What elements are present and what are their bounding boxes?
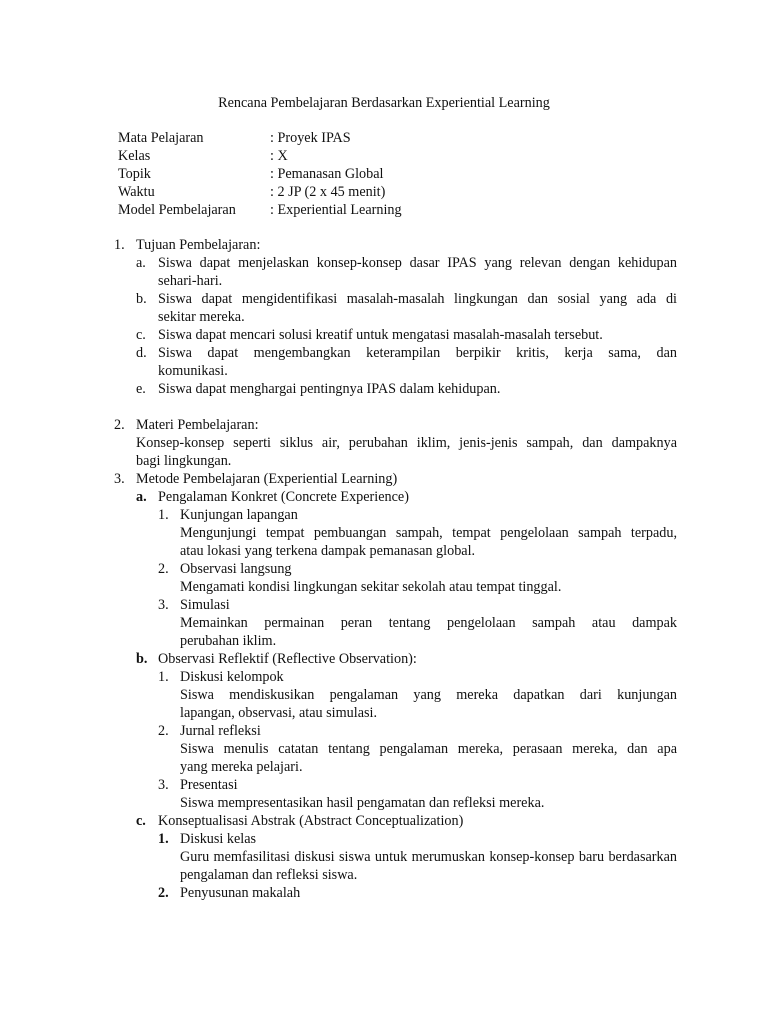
step-number: 3.: [158, 777, 169, 793]
list-marker: e.: [136, 381, 146, 397]
list-marker: b.: [136, 291, 147, 307]
info-value-subject: : Proyek IPAS: [270, 130, 351, 146]
list-item-text: Siswa dapat mengidentifikasi masalah-masalah lingkungan dan sosial yang ada di: [158, 291, 677, 307]
step-title: Simulasi: [180, 597, 230, 613]
subsection-marker: a.: [136, 489, 147, 505]
step-number: 1.: [158, 831, 169, 847]
info-label-subject: Mata Pelajaran: [118, 130, 204, 146]
info-value-time: : 2 JP (2 x 45 menit): [270, 184, 386, 200]
subsection-marker: b.: [136, 651, 148, 667]
list-item-text: komunikasi.: [158, 363, 228, 379]
step-number: 1.: [158, 507, 169, 523]
step-title: Observasi langsung: [180, 561, 292, 577]
subsection-title: Pengalaman Konkret (Concrete Experience): [158, 489, 409, 505]
step-text: yang mereka pelajari.: [180, 759, 303, 775]
list-marker: c.: [136, 327, 146, 343]
step-title: Jurnal refleksi: [180, 723, 261, 739]
step-title: Penyusunan makalah: [180, 885, 301, 901]
step-number: 3.: [158, 597, 169, 613]
list-item-text: sekitar mereka.: [158, 309, 245, 325]
list-item-text: sehari-hari.: [158, 273, 223, 289]
section-number: 1.: [114, 237, 125, 253]
step-text: Memainkan permainan peran tentang pengelolaan sampah atau dampak: [180, 615, 677, 631]
section-number: 2.: [114, 417, 125, 433]
step-text: perubahan iklim.: [180, 633, 277, 649]
step-number: 2.: [158, 723, 169, 739]
step-number: 2.: [158, 885, 169, 901]
info-label-time: Waktu: [118, 184, 155, 200]
section-heading-objectives: Tujuan Pembelajaran:: [136, 237, 261, 253]
step-text: Siswa mempresentasikan hasil pengamatan dan refleksi mereka.: [180, 795, 545, 811]
paragraph-text: bagi lingkungan.: [136, 453, 232, 469]
list-marker: a.: [136, 255, 146, 271]
list-item-text: Siswa dapat menghargai pentingnya IPAS dalam kehidupan.: [158, 381, 501, 397]
step-text: atau lokasi yang terkena dampak pemanasan global.: [180, 543, 476, 559]
step-title: Diskusi kelas: [180, 831, 257, 847]
step-text: Mengunjungi tempat pembuangan sampah, tempat pengelolaan sampah terpadu,: [180, 525, 677, 541]
list-item-text: Siswa dapat mengembangkan keterampilan berpikir kritis, kerja sama, dan: [158, 345, 677, 361]
step-text: Siswa menulis catatan tentang pengalaman mereka, perasaan mereka, dan apa: [180, 741, 677, 757]
subsection-marker: c.: [136, 813, 146, 829]
step-title: Presentasi: [180, 777, 238, 793]
info-label-model: Model Pembelajaran: [118, 202, 236, 218]
section-heading-method: Metode Pembelajaran (Experiential Learning): [136, 471, 398, 487]
info-value-class: : X: [270, 148, 288, 164]
subsection-title: Konseptualisasi Abstrak (Abstract Conceptualization): [158, 813, 464, 829]
step-text: Siswa mendiskusikan pengalaman yang mereka dapatkan dari kunjungan: [180, 687, 677, 703]
step-text: Mengamati kondisi lingkungan sekitar sekolah atau tempat tinggal.: [180, 579, 562, 595]
list-item-text: Siswa dapat menjelaskan konsep-konsep dasar IPAS yang relevan dengan kehidupan: [158, 255, 677, 271]
info-label-topic: Topik: [118, 166, 151, 182]
step-number: 1.: [158, 669, 169, 685]
list-marker: d.: [136, 345, 147, 361]
section-heading-material: Materi Pembelajaran:: [136, 417, 259, 433]
document-title: Rencana Pembelajaran Berdasarkan Experiential Learning: [218, 95, 550, 111]
subsection-title: Observasi Reflektif (Reflective Observation):: [158, 651, 417, 667]
list-item-text: Siswa dapat mencari solusi kreatif untuk mengatasi masalah-masalah tersebut.: [158, 327, 603, 343]
step-text: Guru memfasilitasi diskusi siswa untuk merumuskan konsep-konsep baru berdasarkan: [180, 849, 677, 865]
section-number: 3.: [114, 471, 125, 487]
step-text: pengalaman dan refleksi siswa.: [180, 867, 358, 883]
paragraph-text: Konsep-konsep seperti siklus air, perubahan iklim, jenis-jenis sampah, dan dampaknya: [136, 435, 677, 451]
step-text: lapangan, observasi, atau simulasi.: [180, 705, 377, 721]
step-number: 2.: [158, 561, 169, 577]
info-value-model: : Experiential Learning: [270, 202, 402, 218]
info-label-class: Kelas: [118, 148, 151, 164]
step-title: Kunjungan lapangan: [180, 507, 298, 523]
info-value-topic: : Pemanasan Global: [270, 166, 384, 182]
step-title: Diskusi kelompok: [180, 669, 284, 685]
